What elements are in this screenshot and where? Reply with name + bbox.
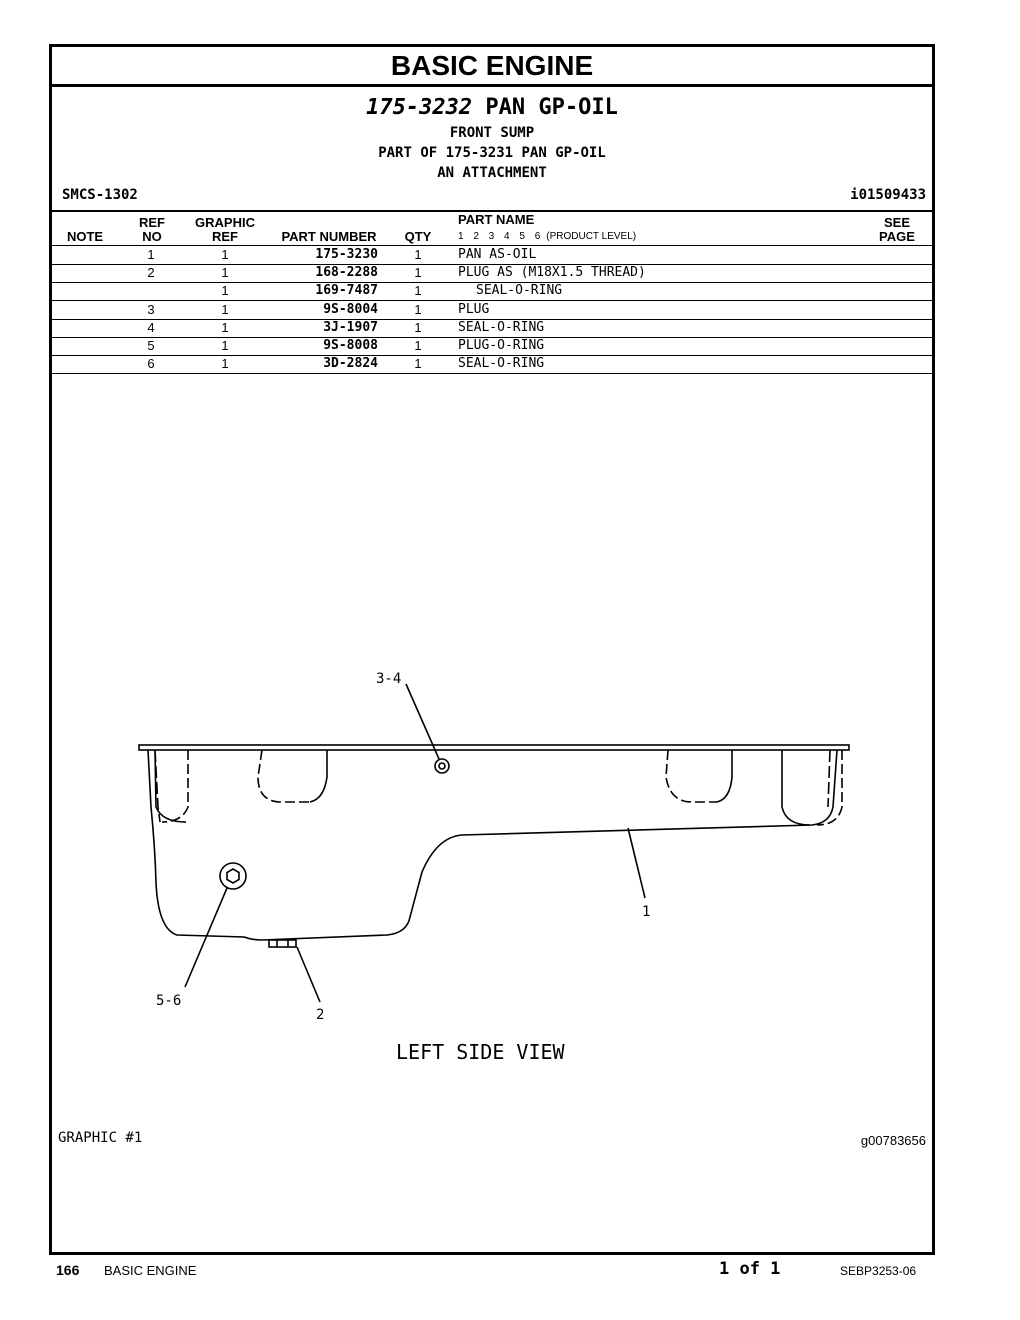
part-name: SEAL-O-RING bbox=[458, 319, 545, 335]
part-name: PLUG AS (M18X1.5 THREAD) bbox=[458, 265, 646, 281]
footer-section: BASIC ENGINE bbox=[104, 1263, 197, 1278]
part-name: PAN AS-OIL bbox=[458, 247, 537, 262]
graphic-ref: 1 bbox=[221, 338, 229, 353]
quantity: 1 bbox=[414, 283, 422, 299]
oil-pan-drawing bbox=[52, 47, 932, 1107]
ref-number: 4 bbox=[147, 319, 155, 335]
quantity: 1 bbox=[414, 265, 422, 281]
part-number: 3J-1907 bbox=[323, 319, 378, 335]
group-name: PAN GP-OIL bbox=[485, 95, 618, 120]
ref-number: 1 bbox=[147, 247, 155, 262]
pan-pocket-2 bbox=[258, 750, 310, 802]
quantity: 1 bbox=[414, 319, 422, 335]
graphic-label: GRAPHIC #1 bbox=[58, 1130, 143, 1146]
group-part-number: 175-3232 bbox=[366, 95, 473, 120]
section-title: BASIC ENGINE bbox=[52, 47, 932, 87]
part-name: PLUG-O-RING bbox=[458, 338, 545, 353]
part-number: 168-2288 bbox=[315, 265, 378, 281]
leader-1 bbox=[628, 828, 645, 898]
part-number: 9S-8004 bbox=[323, 301, 378, 317]
pan-pocket-3b bbox=[717, 750, 732, 802]
group-description: FRONT SUMP bbox=[449, 125, 535, 141]
ref-number: 6 bbox=[147, 356, 155, 372]
col-note: NOTE bbox=[66, 229, 104, 244]
part-name: PLUG bbox=[458, 301, 490, 317]
plug-3-4-center bbox=[439, 763, 445, 769]
pan-pocket-3 bbox=[666, 750, 717, 802]
leader-2 bbox=[297, 947, 320, 1002]
page-frame bbox=[49, 44, 935, 1255]
drain-plug bbox=[269, 940, 296, 947]
quantity: 1 bbox=[414, 301, 422, 317]
graphic-ref: 1 bbox=[221, 356, 229, 372]
graphic-ref: 1 bbox=[221, 247, 229, 262]
col-qty: QTY bbox=[404, 229, 432, 244]
page-number: 166 bbox=[56, 1262, 80, 1278]
view-label: LEFT SIDE VIEW bbox=[396, 1040, 565, 1064]
callout-1: 1 bbox=[642, 904, 651, 920]
ref-number: 2 bbox=[147, 265, 155, 281]
leader-5-6 bbox=[185, 888, 227, 987]
plug-5-6 bbox=[220, 863, 246, 889]
callout-3-4: 3-4 bbox=[376, 671, 402, 687]
illustration-id: i01509433 bbox=[850, 187, 926, 203]
pan-pocket-4 bbox=[782, 750, 810, 825]
quantity: 1 bbox=[414, 338, 422, 353]
pan-pocket-2b bbox=[310, 750, 327, 802]
product-level-label: (PRODUCT LEVEL) bbox=[546, 231, 637, 242]
col-see-bottom: PAGE bbox=[879, 229, 915, 244]
quantity: 1 bbox=[414, 356, 422, 372]
pan-flange bbox=[139, 745, 849, 750]
callout-2: 2 bbox=[316, 1007, 325, 1023]
col-ref-bottom: NO bbox=[142, 229, 162, 244]
part-name: SEAL-O-RING bbox=[458, 356, 545, 372]
graphic-ref: 1 bbox=[221, 265, 229, 281]
document-id: SEBP3253-06 bbox=[840, 1264, 917, 1278]
part-number: 175-3230 bbox=[315, 247, 378, 262]
product-levels: 1 2 3 4 5 6 bbox=[458, 231, 541, 242]
col-part-name: PART NAME bbox=[458, 212, 535, 227]
ref-number: 5 bbox=[147, 338, 155, 353]
callout-5-6: 5-6 bbox=[156, 993, 182, 1009]
plug-5-6-hex bbox=[227, 869, 239, 883]
graphic-ref: 1 bbox=[221, 301, 229, 317]
group-part-of: PART OF 175-3231 PAN GP-OIL bbox=[378, 145, 606, 161]
part-number: 3D-2824 bbox=[323, 356, 378, 372]
part-number: 169-7487 bbox=[315, 283, 378, 299]
pan-inner-wall-right bbox=[828, 750, 830, 807]
pan-pocket-1b bbox=[162, 750, 188, 822]
page-of: 1 of 1 bbox=[719, 1259, 781, 1279]
group-type: AN ATTACHMENT bbox=[437, 165, 547, 181]
col-part-number: PART NUMBER bbox=[281, 229, 377, 244]
col-graphic-bottom: REF bbox=[212, 229, 238, 244]
part-name: SEAL-O-RING bbox=[476, 283, 563, 299]
part-number: 9S-8008 bbox=[323, 338, 378, 353]
pan-body-outline bbox=[148, 750, 837, 940]
ref-number: 3 bbox=[147, 301, 155, 317]
graphic-ref: 1 bbox=[221, 319, 229, 335]
graphic-id: g00783656 bbox=[860, 1133, 926, 1148]
col-ref-top: REF bbox=[139, 215, 165, 230]
smcs-code: SMCS-1302 bbox=[62, 187, 138, 203]
plug-3-4 bbox=[435, 759, 449, 773]
col-see-top: SEE bbox=[883, 215, 910, 230]
pan-pocket-1 bbox=[155, 750, 186, 822]
quantity: 1 bbox=[414, 247, 422, 262]
col-graphic-top: GRAPHIC bbox=[195, 215, 255, 230]
graphic-ref: 1 bbox=[221, 283, 229, 299]
